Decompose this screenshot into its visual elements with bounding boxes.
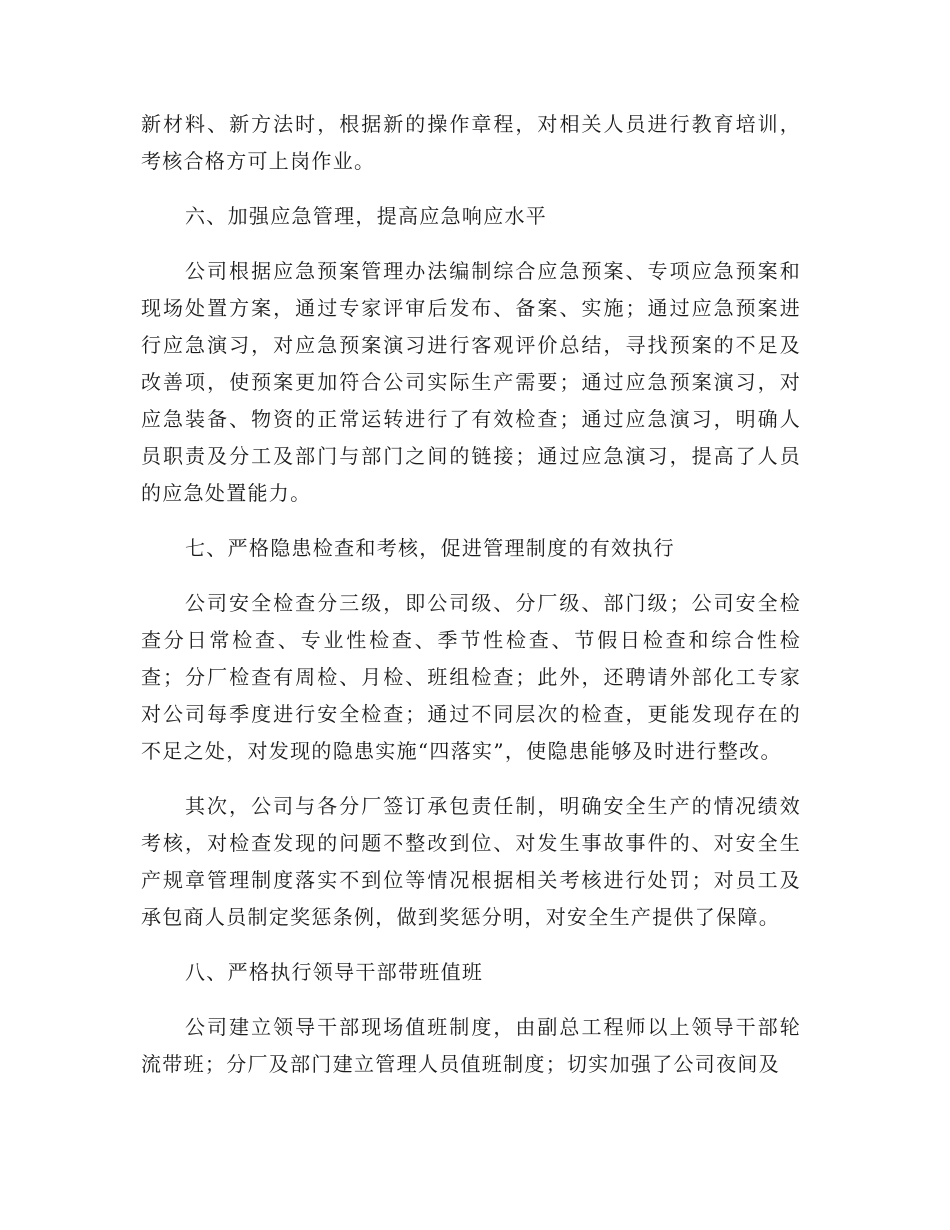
section-heading-8: 八、严格执行领导干部带班值班 <box>185 960 484 984</box>
section-heading-7: 七、严格隐患检查和考核，促进管理制度的有效执行 <box>185 536 675 560</box>
document-body <box>141 106 801 1101</box>
section-6-paragraph-1: 公司根据应急预案管理办法编制综合应急预案、专项应急预案和现场处置方案，通过专家评审后发布、备案、实施；通过应急预案进行应急演习，对应急预案演习进行客观评价总结，寻找预案的不足及改善项，使预案更加符合公司实际生产需要；通过应急预案演习，对应急装备、物资的正常运转进行了有效检查；通过应急演习，明确人员职责及分工及部门与部门之间的链接；通过应急演习，提高了人员的应急处置能力。 <box>141 259 801 505</box>
section-7-paragraph-1: 公司安全检查分三级，即公司级、分厂级、部门级；公司安全检查分日常检查、专业性检查、季节性检查、节假日检查和综合性检查；分厂检查有周检、月检、班组检查；此外，还聘请外部化工专家对公司每季度进行安全检查；通过不同层次的检查，更能发现存在的不足之处，对发现的隐患实施“四落实”，使隐患能够及时进行整改。 <box>141 591 801 763</box>
section-heading-6: 六、加强应急管理，提高应急响应水平 <box>185 204 548 228</box>
continuation-paragraph: 新材料、新方法时，根据新的操作章程，对相关人员进行教育培训，考核合格方可上岗作业。 <box>141 112 801 173</box>
section-8-paragraph-1: 公司建立领导干部现场值班制度，由副总工程师以上领导干部轮流带班；分厂及部门建立管理人员值班制度；切实加强了公司夜间及 <box>141 1015 801 1076</box>
section-7-paragraph-2: 其次，公司与各分厂签订承包责任制，明确安全生产的情况绩效考核，对检查发现的问题不整改到位、对发生事故事件的、对安全生产规章管理制度落实不到位等情况根据相关考核进行处罚；对员工及承包商人员制定奖惩条例，做到奖惩分明，对安全生产提供了保障。 <box>141 794 801 929</box>
